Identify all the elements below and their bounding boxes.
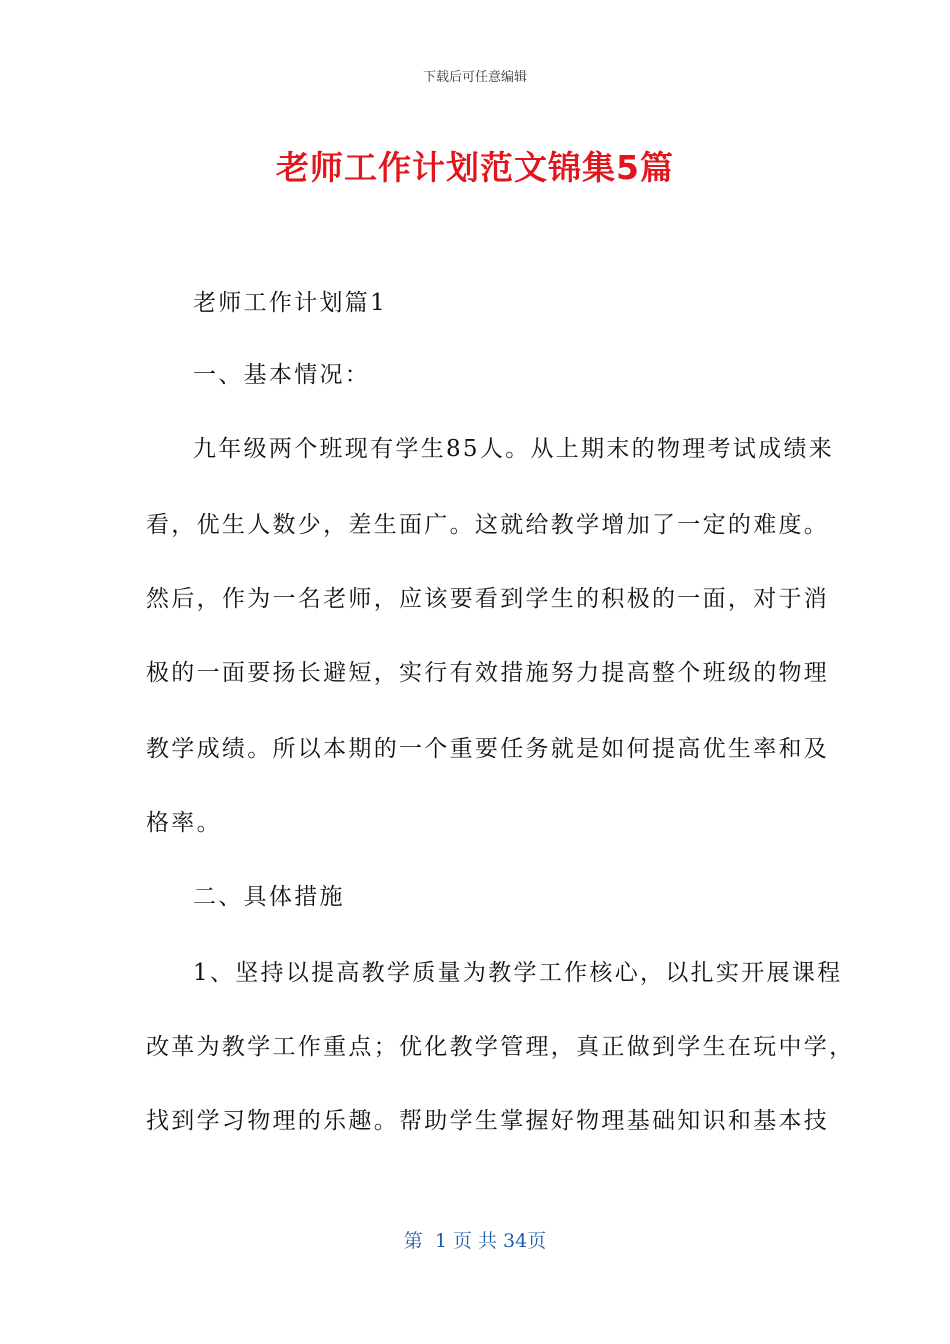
paragraph-line: 然后，作为一名老师，应该要看到学生的积极的一面，对于消 <box>146 586 830 612</box>
subheading-measures: 二、具体措施 <box>193 884 345 910</box>
section-heading-plan-1: 老师工作计划篇1 <box>193 290 388 316</box>
page-footer: 第 1 页 共 34页 <box>403 1230 547 1252</box>
paragraph-line: 1、坚持以提高教学质量为教学工作核心，以扎实开展课程 <box>193 960 843 986</box>
subheading-basic-situation: 一、基本情况： <box>193 362 371 388</box>
paragraph-line: 九年级两个班现有学生85人。从上期末的物理考试成绩来 <box>193 436 835 462</box>
paragraph-line: 看，优生人数少，差生面广。这就给教学增加了一定的难度。 <box>146 512 830 538</box>
document-title: 老师工作计划范文锦集5篇 <box>276 148 674 187</box>
paragraph-line: 格率。 <box>146 810 222 836</box>
paragraph-line: 改革为教学工作重点；优化教学管理，真正做到学生在玩中学， <box>146 1034 855 1060</box>
paragraph-line: 极的一面要扬长避短，实行有效措施努力提高整个班级的物理 <box>146 660 830 686</box>
paragraph-line: 找到学习物理的乐趣。帮助学生掌握好物理基础知识和基本技 <box>146 1108 830 1134</box>
paragraph-line: 教学成绩。所以本期的一个重要任务就是如何提高优生率和及 <box>146 736 830 762</box>
header-note: 下载后可任意编辑 <box>422 70 527 85</box>
